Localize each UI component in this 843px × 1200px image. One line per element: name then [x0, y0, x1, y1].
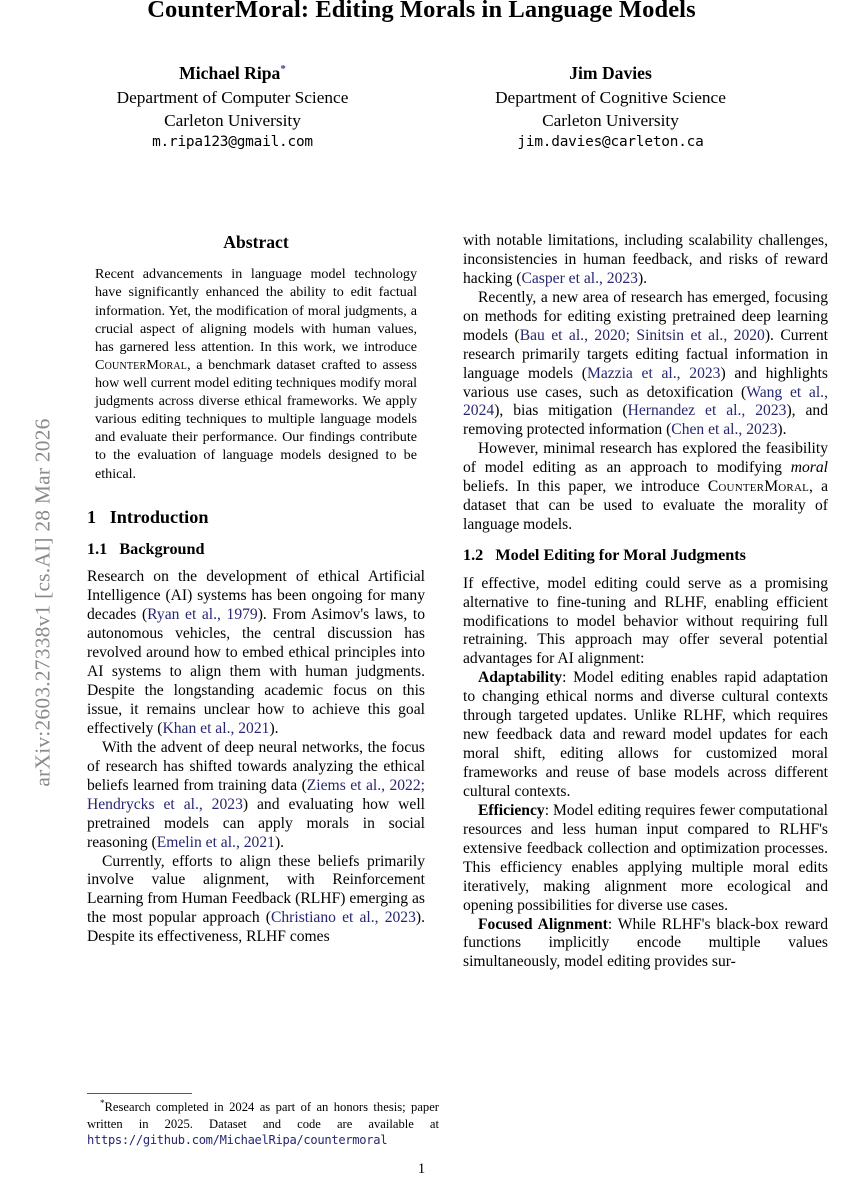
par-text: with notable limitations, including scalability challenges, inconsistencies in human feedback, and risks of reward hacking (: [463, 232, 828, 287]
citation-bau-2020[interactable]: Bau et al., 2020: [519, 326, 626, 344]
paragraph-adaptability: [463, 669, 828, 802]
par-text: With the advent of deep neural networks, the focus of research has shifted towards analyzing the ethical beliefs learned from training data (: [87, 738, 425, 794]
citation-ziems-2022[interactable]: Ziems et al., 2022: [306, 776, 421, 794]
author-block-2: [438, 62, 783, 152]
par-text: ).: [777, 421, 787, 439]
paragraph-efficiency: [463, 802, 828, 916]
par-text: ), bias mitigation (: [494, 402, 628, 420]
par-text: : While RLHF's black-box reward functions implicitly encode multiple values simultaneously, model editing provides sur-: [463, 915, 828, 971]
abstract-text: [87, 265, 425, 482]
footnote-divider: [87, 1093, 192, 1094]
author-email[interactable]: m.ripa123@gmail.com: [152, 133, 313, 150]
author-name-text: Jim Davies: [569, 63, 652, 83]
paragraph-right-1: [463, 232, 828, 289]
subsection-title: Model Editing for Moral Judgments: [495, 546, 746, 564]
citation-khan-2021[interactable]: Khan et al., 2021: [162, 719, 270, 737]
footnote-body: Research completed in 2024 as part of an honors thesis; paper written in 2025. Dataset and code are available at: [87, 1100, 439, 1131]
paragraph-right-4: If effective, model editing could serve as a promising alternative to fine-tuning and RLHF, enabling efficient modifications to model behavior without requiring full retraining. This approach may offer several potential advantages for AI alignment:: [463, 574, 828, 668]
citation-separator: ;: [420, 776, 425, 794]
author-block-1: [60, 62, 405, 152]
author-name: [60, 62, 405, 86]
citation-ryan-1979[interactable]: Ryan et al., 1979: [147, 606, 258, 624]
citation-chen-2023[interactable]: Chen et al., 2023: [671, 421, 778, 439]
paragraph-background-3: [87, 853, 425, 948]
citation-casper-2023[interactable]: Casper et al., 2023: [521, 269, 638, 287]
author-list: [60, 62, 783, 152]
footnote-text: [87, 1098, 439, 1149]
author-footnote-marker: *: [280, 63, 286, 76]
right-column: [463, 232, 828, 972]
citation-wang-2024[interactable]: Wang et al., 2024: [463, 383, 828, 420]
paragraph-right-3: [463, 440, 828, 535]
footnote-marker: *: [100, 1098, 105, 1108]
subsection-heading-background: [87, 540, 425, 560]
par-text: However, minimal research has explored the feasibility of model editing as an approach to modifying: [463, 440, 828, 477]
par-text: Currently, efforts to align these beliefs primarily involve value alignment, with Reinforcement Learning from Human Feedback (RLHF) emerging as the most popular approach (: [87, 852, 425, 927]
label-focused-alignment: Focused Alignment: [478, 915, 608, 933]
citation-emelin-2021[interactable]: Emelin et al., 2021: [156, 833, 275, 851]
section-heading-introduction: [87, 506, 425, 528]
emphasis-moral: moral: [790, 459, 828, 477]
paper-title: CounterMoral: Editing Morals in Language Models: [147, 0, 696, 23]
section-number: 1: [87, 506, 97, 527]
par-text: beliefs. In this paper, we introduce: [463, 478, 708, 496]
par-text: ).: [637, 269, 648, 287]
countermoral-name: CounterMoral: [95, 356, 188, 373]
countermoral-name: CounterMoral: [707, 478, 810, 496]
par-text: : Model editing requires fewer computational resources and less human input compared to RLHF's extensive feedback collection and optimization processes. This efficiency enables applying multiple moral edits iteratively, making alignment more ecological and opening possibilities for diverse use cases.: [463, 801, 828, 914]
dataset-repo-link[interactable]: https://github.com/MichaelRipa/countermoral: [87, 1132, 388, 1147]
author-institution: Carleton University: [164, 110, 301, 130]
subsection-number: 1.2: [463, 546, 484, 564]
par-text: ) and highlights various use cases, such as detoxification (: [463, 364, 828, 401]
abstract-heading: Abstract: [223, 232, 289, 252]
citation-christiano-2023[interactable]: Christiano et al., 2023: [270, 909, 416, 927]
abstract-part-2: , a benchmark dataset crafted to assess how well current model editing techniques modify moral judgments across diverse ethical frameworks. We apply various editing techniques to multiple language models and evaluate their performance. Our findings contribute to the evaluation of language models designed to be ethical.: [95, 356, 417, 482]
par-text: ).: [269, 719, 279, 737]
section-title: Introduction: [109, 506, 209, 527]
par-text: ) and evaluating how well pretrained models can apply morals in social reasoning (: [87, 795, 425, 851]
citation-hernandez-2023[interactable]: Hernandez et al., 2023: [627, 402, 787, 420]
arxiv-stamp: arXiv:2603.27338v1 [cs.AI] 28 Mar 2026: [30, 418, 55, 787]
par-text: ), and removing protected information (: [463, 402, 829, 439]
par-text: , a dataset that can be used to evaluate the morality of language models.: [463, 478, 828, 534]
label-efficiency: Efficiency: [478, 801, 545, 819]
paragraph-right-2: [463, 289, 828, 441]
citation-sinitsin-2020[interactable]: Sinitsin et al., 2020: [636, 326, 765, 344]
par-text: ). Despite its effectiveness, RLHF comes: [87, 909, 425, 946]
paragraph-background-2: [87, 739, 425, 853]
label-adaptability: Adaptability: [478, 669, 563, 687]
author-email[interactable]: jim.davies@carleton.ca: [517, 133, 704, 150]
paragraph-background-1: [87, 568, 425, 738]
author-department: Department of Computer Science: [116, 87, 349, 107]
page-number: 1: [417, 1161, 426, 1177]
par-text: Recently, a new area of research has emerged, focusing on methods for editing existing pretrained deep learning models (: [463, 288, 828, 344]
author-name-text: Michael Ripa: [179, 63, 281, 83]
author-name: [438, 62, 783, 86]
par-text: ). Current research primarily targets editing factual information in language models (: [463, 326, 829, 382]
citation-mazzia-2023[interactable]: Mazzia et al., 2023: [586, 364, 721, 382]
subsection-heading-model-editing: [463, 546, 828, 566]
author-institution: Carleton University: [542, 110, 679, 130]
abstract-part-1: Recent advancements in language model technology have significantly enhanced the ability to edit factual information. Yet, the modification of moral judgments, a crucial aspect of aligning models with human values, has garnered less attention. In this work, we introduce: [95, 266, 417, 355]
citation-hendrycks-2023[interactable]: Hendrycks et al., 2023: [87, 795, 243, 813]
par-text: ). From Asimov's laws, to autonomous vehicles, the central discussion has revolved around how to embed ethical principles into AI systems to align them with human judgments. Despite the longstanding academic focus on this issue, it remains unclear how to achieve this goal effectively (: [87, 606, 425, 737]
footnote: [87, 1093, 439, 1149]
citation-separator: ;: [625, 326, 637, 344]
left-column: [87, 232, 425, 947]
subsection-number: 1.1: [87, 539, 108, 558]
subsection-title: Background: [119, 539, 205, 558]
paragraph-focused-alignment: [463, 916, 828, 973]
par-text: Research on the development of ethical Artificial Intelligence (AI) systems has been ongoing for many decades (: [87, 568, 425, 624]
par-text: ).: [274, 833, 285, 851]
par-text: : Model editing enables rapid adaptation to changing ethical norms and diverse cultural contexts through targeted updates. Unlike RLHF, which requires new feedback data and reward model updates for each moral shift, editing allows for customized moral frameworks and reuse of base models across different cultural contexts.: [463, 669, 828, 800]
author-department: Department of Cognitive Science: [495, 87, 726, 107]
